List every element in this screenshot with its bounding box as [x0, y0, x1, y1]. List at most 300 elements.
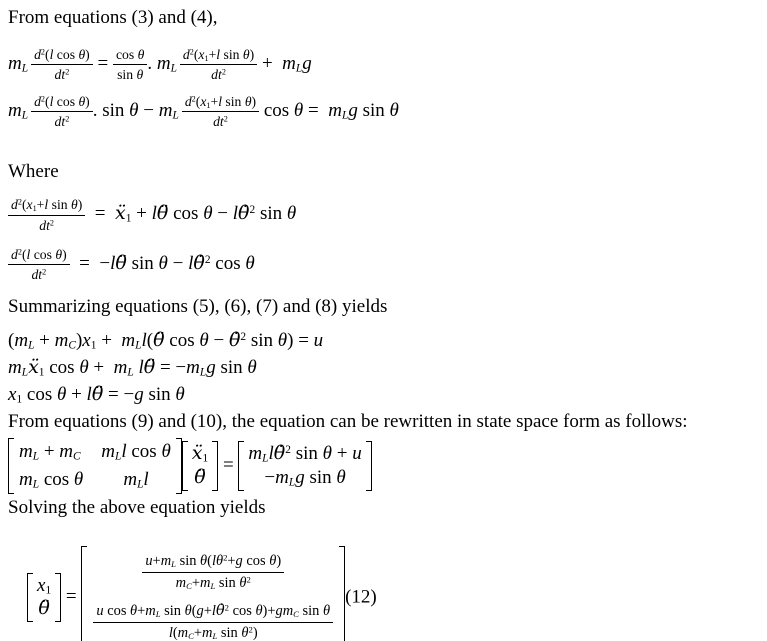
math-var: [129, 100, 138, 121]
math-var: [143, 469, 148, 490]
math-var: [96, 603, 103, 619]
var-glyph: u: [96, 603, 104, 620]
column-vector: [27, 573, 61, 623]
math-text: =: [92, 52, 113, 74]
var-glyph: d: [11, 246, 18, 262]
var-glyph: l: [188, 252, 194, 274]
var-glyph: m: [282, 52, 296, 74]
math-text: cos: [168, 203, 204, 225]
var-glyph: t: [46, 217, 50, 233]
superscript: 2: [224, 602, 229, 613]
var-glyph: m: [101, 440, 115, 462]
subscript: L: [288, 476, 296, 489]
equation-acceleration-x: [8, 196, 763, 233]
math-text: +: [331, 443, 353, 465]
var-glyph: l: [218, 94, 223, 110]
var-glyph: l: [141, 329, 147, 351]
math-text: =: [85, 203, 115, 225]
accented-var: θ̇: [193, 251, 205, 274]
var-glyph: d: [54, 114, 62, 130]
math-text: sin: [357, 100, 390, 122]
fraction: [31, 93, 93, 130]
math-var: [57, 384, 66, 405]
math-text: +: [210, 94, 219, 110]
accented-var: ẍ: [191, 442, 203, 465]
math-text: (: [207, 552, 212, 569]
fraction-numerator: [8, 246, 70, 265]
fraction: [142, 552, 284, 593]
var-glyph: θ: [203, 203, 213, 225]
math-var: [61, 114, 69, 129]
superscript: 2: [17, 247, 22, 257]
math-var: [314, 330, 324, 351]
math-var: [255, 603, 262, 619]
subscript: L: [28, 339, 35, 352]
math-var: [206, 357, 216, 378]
var-glyph: θ: [137, 47, 145, 62]
math-text: = −: [103, 383, 135, 405]
math-var: [101, 441, 121, 462]
subscript: L: [21, 62, 29, 75]
math-var: [161, 553, 176, 569]
math-text: +: [131, 203, 152, 225]
subscript: L: [155, 609, 161, 620]
math-var: [390, 100, 399, 121]
math-var: [193, 253, 210, 274]
subscript: L: [32, 450, 40, 463]
math-var: [245, 253, 254, 274]
subscript: L: [137, 478, 144, 491]
math-var: [136, 67, 143, 82]
math-var: [178, 625, 194, 641]
var-glyph: θ: [175, 383, 185, 405]
var-glyph: l: [86, 383, 92, 405]
var-glyph: m: [113, 356, 128, 378]
math-text: sin: [246, 329, 278, 351]
fraction-numerator: [182, 93, 259, 112]
fraction-numerator: [180, 46, 257, 65]
math-var: [348, 100, 358, 121]
var-glyph: t: [61, 67, 66, 83]
var-glyph: m: [8, 356, 22, 378]
matrix-body: [14, 438, 176, 494]
var-glyph: d: [184, 94, 192, 110]
math-text: cos: [39, 468, 74, 490]
math-text: ): [276, 552, 282, 569]
math-text: −: [264, 466, 276, 488]
var-glyph: θ: [245, 252, 255, 274]
math-var: [175, 384, 184, 405]
math-var: [199, 330, 208, 351]
math-text: sin: [175, 552, 201, 569]
subscript: L: [212, 631, 218, 641]
subscript: C: [68, 339, 76, 352]
math-text: ): [77, 197, 83, 213]
math-text: (: [195, 94, 201, 110]
var-glyph: l: [143, 468, 149, 490]
var-glyph: m: [177, 625, 189, 641]
accented-var: θ̇: [228, 328, 241, 351]
subscript: C: [73, 450, 81, 463]
subscript: L: [114, 450, 122, 463]
var-glyph: θ: [286, 203, 297, 225]
accented-var: θ̈: [194, 465, 206, 488]
var-glyph: g: [348, 100, 358, 122]
var-glyph: d: [34, 94, 41, 110]
math-text: +: [66, 383, 87, 405]
math-text: cos: [164, 329, 200, 351]
var-glyph: g: [196, 603, 204, 620]
math-var: [245, 94, 252, 109]
math-var: [192, 443, 208, 464]
equation-12-number: (12): [345, 586, 377, 608]
fraction: [93, 602, 333, 641]
math-var: [216, 603, 229, 619]
subscript: C: [293, 609, 299, 620]
accented-var: θ̇: [238, 202, 250, 225]
vector-row: [248, 443, 361, 465]
math-var: [294, 100, 303, 121]
math-var: [278, 330, 287, 351]
math-var: [157, 53, 177, 74]
var-glyph: d: [11, 197, 18, 213]
var-glyph: u: [352, 443, 362, 465]
var-glyph: m: [19, 468, 33, 490]
math-var: [197, 603, 204, 619]
accented-var: θ̈: [91, 382, 104, 405]
fraction-denominator: [208, 65, 229, 83]
var-glyph: θ: [71, 197, 78, 213]
var-glyph: l: [49, 47, 54, 62]
var-glyph: θ: [277, 329, 288, 351]
math-text: +: [88, 356, 114, 378]
fraction-denominator: [166, 623, 261, 641]
math-var: [302, 53, 312, 74]
paragraph-summarizing: Summarizing equations (5), (6), (7) and (8) yields: [8, 295, 388, 317]
matrix-cell: [101, 441, 171, 463]
vector-body: [87, 546, 339, 641]
math-var: [200, 94, 210, 109]
math-text: sin: [222, 94, 245, 110]
math-var: [14, 330, 34, 351]
fraction: [180, 46, 257, 83]
math-var: [185, 603, 192, 619]
var-glyph: m: [121, 329, 136, 351]
superscript: 2: [40, 47, 46, 57]
math-text: ): [252, 625, 258, 641]
var-glyph: θ: [129, 100, 139, 122]
equation-summary-1: [8, 327, 763, 354]
math-var: [61, 67, 69, 82]
column-vector: [182, 441, 218, 491]
var-glyph: m: [248, 443, 263, 465]
accented-var: θ̈: [115, 251, 127, 274]
math-text: . sin: [92, 100, 130, 122]
accented-var: θ̇: [215, 603, 225, 620]
math-var: [275, 467, 295, 488]
subscript: 1: [16, 393, 23, 406]
var-glyph: l: [151, 203, 157, 225]
math-var: [79, 357, 88, 378]
subscript: L: [341, 109, 349, 122]
var-glyph: d: [182, 47, 190, 62]
accented-var: ẍ: [28, 355, 39, 378]
math-text: cos: [22, 383, 57, 405]
math-text: +: [96, 329, 122, 351]
math-var: [115, 253, 126, 274]
paragraph-where: Where: [8, 161, 59, 183]
math-var: [82, 330, 96, 351]
subscript: L: [21, 366, 29, 379]
fraction-denominator: [114, 65, 146, 83]
superscript: 2: [40, 94, 46, 104]
var-glyph: θ: [336, 466, 346, 488]
math-text: ): [251, 94, 257, 110]
math-text: (: [172, 625, 178, 641]
var-glyph: m: [200, 574, 211, 591]
var-glyph: l: [268, 443, 274, 465]
matrix-cell: [19, 469, 83, 491]
math-var: [114, 357, 134, 378]
var-glyph: m: [282, 603, 294, 620]
math-var: [59, 441, 80, 462]
accented-var: ẍ: [115, 202, 126, 225]
subscript: L: [32, 478, 40, 491]
matrix-cell: [19, 441, 81, 463]
var-glyph: d: [213, 114, 220, 130]
math-var: [8, 100, 28, 121]
var-glyph: θ: [73, 468, 84, 490]
var-glyph: l: [232, 203, 239, 225]
math-text: (: [193, 47, 199, 62]
var-glyph: l: [26, 246, 31, 262]
math-text: cos: [259, 100, 294, 122]
fraction: [8, 196, 85, 233]
math-var: [239, 575, 250, 591]
var-glyph: l: [110, 252, 116, 274]
math-var: [27, 197, 37, 212]
math-text: sin: [217, 625, 242, 641]
accented-var: θ̈: [153, 328, 165, 351]
math-var: [202, 625, 217, 641]
math-text: = −: [155, 356, 187, 378]
var-glyph: θ: [78, 94, 86, 110]
var-glyph: l: [211, 552, 216, 569]
math-var: [274, 443, 291, 464]
math-var: [241, 625, 252, 641]
math-var: [218, 67, 226, 82]
math-var: [37, 575, 51, 596]
var-glyph: u: [313, 329, 324, 351]
var-glyph: θ: [79, 356, 89, 378]
fraction-numerator: [8, 196, 85, 215]
var-glyph: l: [44, 197, 49, 213]
var-glyph: d: [39, 217, 47, 233]
math-text: −: [138, 100, 159, 122]
var-glyph: θ: [247, 356, 257, 378]
subscript: 1: [202, 452, 209, 465]
math-text: (: [45, 94, 50, 110]
var-glyph: u: [145, 552, 153, 569]
math-var: [145, 553, 152, 569]
var-glyph: m: [158, 100, 173, 122]
vector-row: [142, 552, 284, 593]
var-glyph: m: [19, 440, 33, 462]
math-var: [282, 53, 302, 74]
superscript: 2: [49, 218, 55, 228]
var-glyph: t: [61, 114, 66, 130]
math-text: sin: [304, 466, 337, 488]
var-glyph: m: [8, 52, 22, 74]
math-text: (: [146, 329, 154, 351]
math-var: [92, 384, 103, 405]
var-glyph: g: [302, 52, 312, 74]
paragraph-state-space: From equations (9) and (10), the equation can be rewritten in state space form as follows:: [8, 410, 688, 432]
fraction-numerator: [113, 46, 147, 65]
math-var: [203, 203, 212, 224]
math-var: [71, 197, 78, 212]
fraction-numerator: [142, 552, 284, 573]
math-text: cos: [126, 440, 162, 462]
math-text: cos: [53, 94, 79, 110]
math-var: [28, 357, 44, 378]
var-glyph: x: [200, 94, 207, 110]
subscript: 1: [125, 213, 132, 226]
math-text: +: [203, 603, 212, 620]
subscript: C: [186, 580, 192, 591]
math-text: ): [62, 246, 67, 262]
math-var: [220, 114, 228, 129]
vector-row: [264, 467, 345, 489]
superscript: 2: [221, 67, 226, 77]
var-glyph: t: [219, 114, 224, 130]
subscript: 1: [32, 204, 37, 214]
fraction-numerator: [31, 46, 93, 65]
fraction: [182, 93, 259, 130]
accented-var: θ̈: [38, 597, 50, 620]
fraction: [113, 46, 147, 83]
var-glyph: θ: [239, 574, 247, 591]
math-text: sin: [290, 443, 323, 465]
math-text: (: [45, 47, 50, 62]
math-var: [200, 575, 215, 591]
math-text: ): [75, 329, 83, 351]
var-glyph: m: [14, 329, 29, 351]
math-var: [19, 469, 39, 490]
math-text: =: [303, 100, 329, 122]
math-text: sin: [160, 603, 185, 620]
math-var: [238, 203, 255, 224]
math-text: ): [262, 603, 268, 620]
var-glyph: d: [34, 47, 41, 62]
math-var: [159, 253, 168, 274]
superscript: 2: [223, 552, 228, 563]
math-var: [283, 603, 299, 619]
var-glyph: d: [54, 67, 62, 83]
math-text: +: [137, 603, 146, 620]
math-text: +: [267, 603, 276, 620]
equation-state-space-matrix: [8, 438, 763, 494]
var-glyph: θ: [241, 625, 249, 641]
var-glyph: m: [160, 552, 172, 569]
math-var: [11, 197, 22, 212]
math-var: [247, 357, 256, 378]
var-glyph: θ: [78, 47, 86, 62]
var-glyph: m: [145, 603, 156, 620]
math-var: [186, 357, 206, 378]
math-var: [8, 384, 22, 405]
var-glyph: g: [235, 552, 243, 569]
math-text: +: [208, 47, 217, 62]
matrix: [8, 438, 182, 494]
math-text: sin: [255, 203, 287, 225]
math-text: cos: [30, 246, 56, 262]
vector-body: [244, 441, 365, 491]
math-text: −: [208, 329, 229, 351]
var-glyph: θ: [269, 552, 277, 569]
subscript: L: [262, 452, 269, 465]
math-var: [328, 100, 348, 121]
var-glyph: l: [168, 625, 173, 641]
superscript: 2: [240, 330, 247, 343]
math-text: (: [191, 603, 197, 620]
var-glyph: m: [202, 625, 213, 641]
column-vector: [238, 441, 371, 491]
var-glyph: θ: [322, 443, 332, 465]
math-var: [243, 47, 250, 62]
math-text: cos: [228, 603, 256, 620]
math-text: sin: [215, 356, 248, 378]
math-text: .: [147, 52, 157, 74]
math-text: +: [152, 552, 161, 569]
math-text: −: [212, 203, 233, 225]
math-var: [236, 553, 243, 569]
accented-var: θ̈: [156, 202, 169, 225]
math-text: ): [85, 47, 90, 62]
math-var: [157, 203, 168, 224]
math-var: [115, 203, 131, 224]
math-text: +: [193, 625, 203, 641]
vector-row: [194, 467, 205, 489]
math-var: [19, 441, 39, 462]
math-text: cos: [103, 603, 131, 620]
math-var: [46, 218, 54, 233]
paragraph-from-equations-3-4: From equations (3) and (4),: [8, 7, 218, 28]
vector-row: [38, 598, 49, 620]
fraction: [8, 246, 70, 283]
superscript: 2: [189, 47, 194, 57]
math-text: = −: [69, 252, 111, 274]
math-text: +: [34, 329, 55, 351]
math-text: +: [257, 52, 283, 74]
math-var: [211, 67, 218, 82]
fraction: [31, 46, 93, 83]
fraction-denominator: [173, 573, 254, 593]
var-glyph: θ: [136, 67, 144, 83]
var-glyph: θ: [389, 100, 399, 122]
var-glyph: θ: [199, 329, 209, 351]
var-glyph: x: [37, 574, 46, 596]
subscript: L: [171, 558, 176, 569]
superscript: 2: [65, 115, 70, 125]
var-glyph: θ: [56, 383, 67, 405]
math-var: [176, 575, 192, 591]
math-text: +: [227, 552, 236, 569]
var-glyph: θ: [55, 246, 63, 262]
math-var: [8, 53, 28, 74]
superscript: 2: [285, 444, 291, 457]
fraction-denominator: [52, 65, 73, 83]
